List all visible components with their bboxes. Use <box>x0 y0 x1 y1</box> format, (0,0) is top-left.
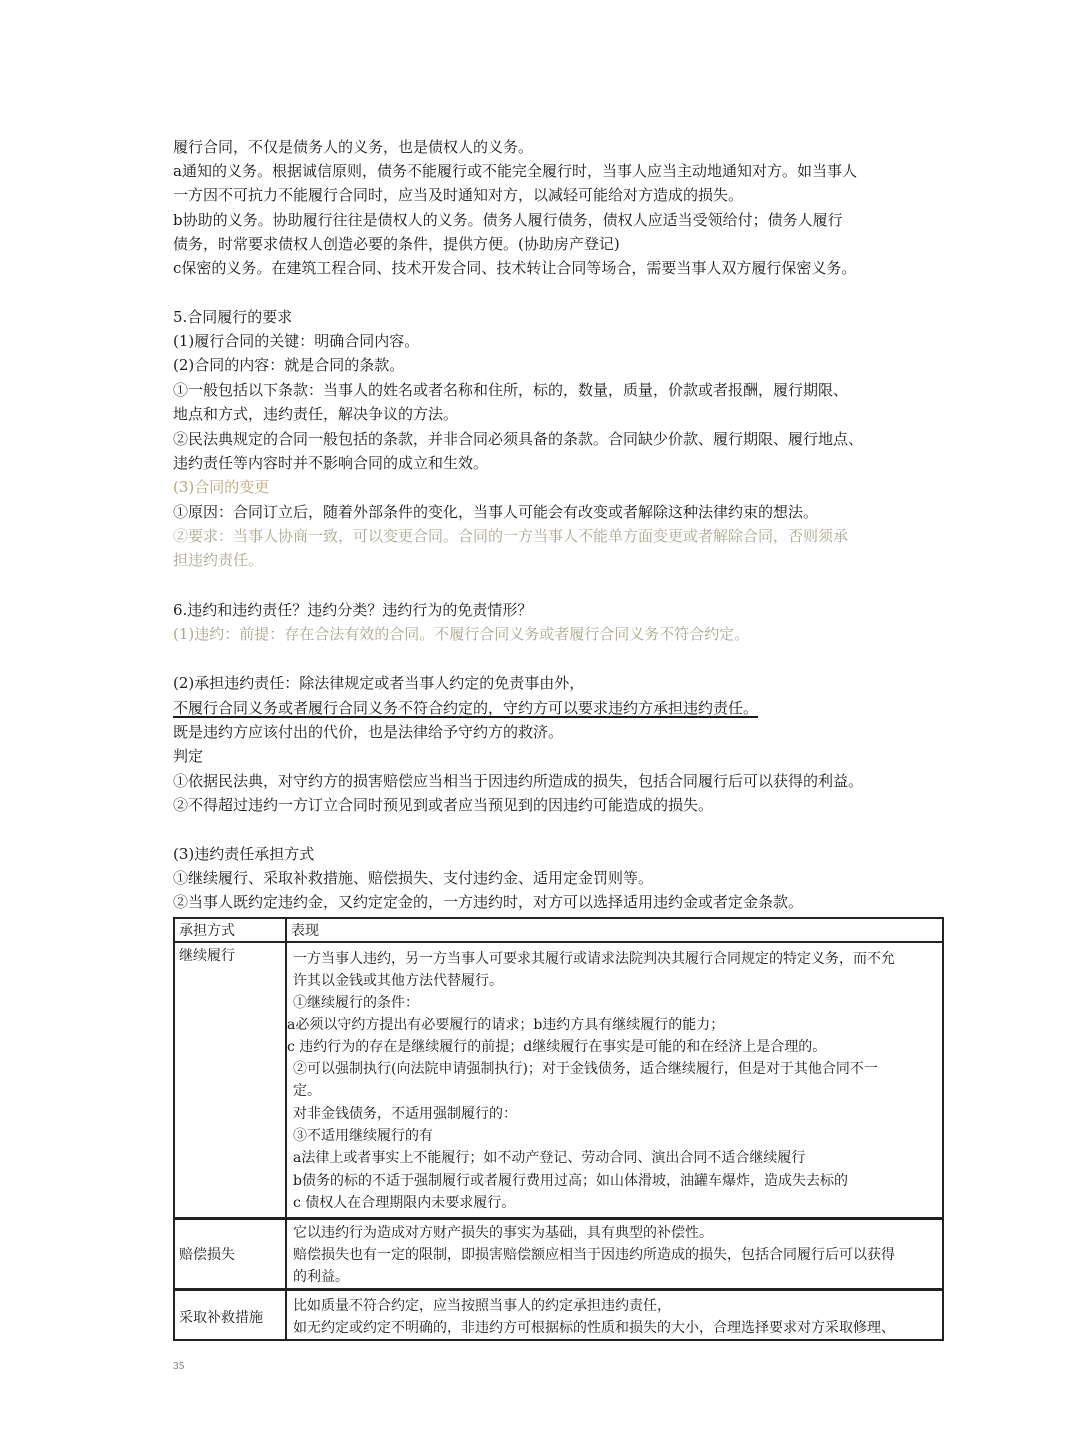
table-cell-text: ③不适用继续履行的有 <box>293 1128 433 1144</box>
table-cell-text: c 债权人在合理期限内未要求履行。 <box>293 1195 516 1211</box>
faded-text-line: (1)违约：前提：存在合法有效的合同。不履行合同义务或者履行合同义务不符合约定。 <box>173 625 750 643</box>
text-line: ①继续履行、采取补救措施、赔偿损失、支付违约金、适用定金罚则等。 <box>173 869 654 887</box>
page-number: 35 <box>173 1362 185 1372</box>
faded-text-line: ②要求：当事人协商一致，可以变更合同。合同的一方当事人不能单方面变更或者解除合同，否则须承 <box>173 527 849 545</box>
table-cell-method: 继续履行 <box>179 948 235 964</box>
text-line: c保密的义务。在建筑工程合同、技术开发合同、技术转让合同等场合，需要当事人双方履行保密义务。 <box>173 259 857 277</box>
text-line: (2)承担违约责任：除法律规定或者当事人约定的免责事由外， <box>173 674 585 692</box>
table-cell-text: ②可以强制执行(向法院申请强制执行)；对于金钱债务，适合继续履行，但是对于其他合同不一 <box>293 1061 878 1077</box>
text-line: ①一般包括以下条款：当事人的姓名或者名称和住所，标的，数量，质量，价款或者报酬，履行期限、 <box>173 381 849 399</box>
underlined-text-line: 不履行合同义务或者履行合同义务不符合约定的，守约方可以要求违约方承担违约责任。 <box>173 699 759 717</box>
text-line: a通知的义务。根据诚信原则，债务不能履行或不能完全履行时，当事人应当主动地通知对方。如当事人 <box>173 162 857 180</box>
text-line: 履行合同，不仅是债务人的义务，也是债权人的义务。 <box>173 138 534 156</box>
table-cell-text: 如无约定或约定不明确的，非违约方可根据标的性质和损失的大小，合理选择要求对方采取修理、 <box>293 1320 895 1336</box>
table-cell-text: 赔偿损失也有一定的限制，即损害赔偿额应相当于因违约所造成的损失，包括合同履行后可以获得 <box>293 1247 895 1263</box>
table-cell-text: 对非金钱债务，不适用强制履行的： <box>293 1106 517 1122</box>
text-line: 一方因不可抗力不能履行合同时，应当及时通知对方，以减轻可能给对方造成的损失。 <box>173 186 744 204</box>
table-cell-text: 比如质量不符合约定，应当按照当事人的约定承担违约责任， <box>293 1298 671 1314</box>
text-line: 地点和方式，违约责任，解决争议的方法。 <box>173 405 459 423</box>
faded-text-line: 担违约责任。 <box>173 551 264 569</box>
table-row-divider <box>175 1217 942 1220</box>
section-heading: (3)违约责任承担方式 <box>173 845 315 863</box>
text-line: 违约责任等内容时并不影响合同的成立和生效。 <box>173 454 489 472</box>
text-line: ②当事人既约定违约金，又约定定金的，一方违约时，对方可以选择适用违约金或者定金条款。 <box>173 893 804 911</box>
table-cell-text: ①继续履行的条件： <box>293 995 419 1011</box>
text-line: ②民法典规定的合同一般包括的条款，并非合同必须具备的条款。合同缺少价款、履行期限、履行地点、 <box>173 430 864 448</box>
table-cell-text: a法律上或者事实上不能履行；如不动产登记、劳动合同、演出合同不适合继续履行 <box>293 1150 806 1166</box>
table-cell-method: 赔偿损失 <box>179 1247 235 1263</box>
text-line: b协助的义务。协助履行往往是债权人的义务。债务人履行债务，债权人应适当受领给付；债务人履行 <box>173 211 843 229</box>
table-cell-text: 它以违约行为造成对方财产损失的事实为基础，具有典型的补偿性。 <box>293 1225 713 1241</box>
table-column-divider <box>285 919 287 1339</box>
table-cell-method: 采取补救措施 <box>179 1310 263 1326</box>
table-row-divider <box>175 1288 942 1291</box>
table-cell-text: 的利益。 <box>293 1269 349 1285</box>
text-line: ①依据民法典，对守约方的损害赔偿应当相当于因违约所造成的损失，包括合同履行后可以获得的利益。 <box>173 772 864 790</box>
table-cell-text: 许其以金钱或其他方法代替履行。 <box>293 973 503 989</box>
text-line: (1)履行合同的关键：明确合同内容。 <box>173 332 420 350</box>
faded-subheading: (3)合同的变更 <box>173 478 270 496</box>
table-cell-text: 一方当事人违约，另一方当事人可要求其履行或请求法院判决其履行合同规定的特定义务，而不允 <box>293 951 895 967</box>
section-heading: 6.违约和违约责任？违约分类？违约行为的免责情形？ <box>173 601 533 619</box>
table-cell-text: a必须以守约方提出有必要履行的请求；b违约方具有继续履行的能力； <box>287 1017 725 1033</box>
table-cell-text: b债务的标的不适于强制履行或者履行费用过高；如山体滑坡，油罐车爆炸，造成失去标的 <box>293 1173 848 1189</box>
table-header-method: 承担方式 <box>179 923 235 939</box>
table-cell-text: c 违约行为的存在是继续履行的前提；d继续履行在事实是可能的和在经济上是合理的。 <box>287 1039 827 1055</box>
text-line: (2)合同的内容：就是合同的条款。 <box>173 356 405 374</box>
section-heading: 5.合同履行的要求 <box>173 308 293 326</box>
liability-table <box>173 917 944 1341</box>
text-line: 判定 <box>173 747 204 765</box>
text-line: 既是违约方应该付出的代价，也是法律给予守约方的救济。 <box>173 723 564 741</box>
table-cell-text: 定。 <box>293 1083 321 1099</box>
table-header-performance: 表现 <box>291 923 319 939</box>
text-line: ②不得超过违约一方订立合同时预见到或者应当预见到的因违约可能造成的损失。 <box>173 796 714 814</box>
text-line: ①原因：合同订立后，随着外部条件的变化，当事人可能会有改变或者解除这种法律约束的想法。 <box>173 503 819 521</box>
text-line: 债务，时常要求债权人创造必要的条件，提供方便。(协助房产登记) <box>173 235 620 253</box>
